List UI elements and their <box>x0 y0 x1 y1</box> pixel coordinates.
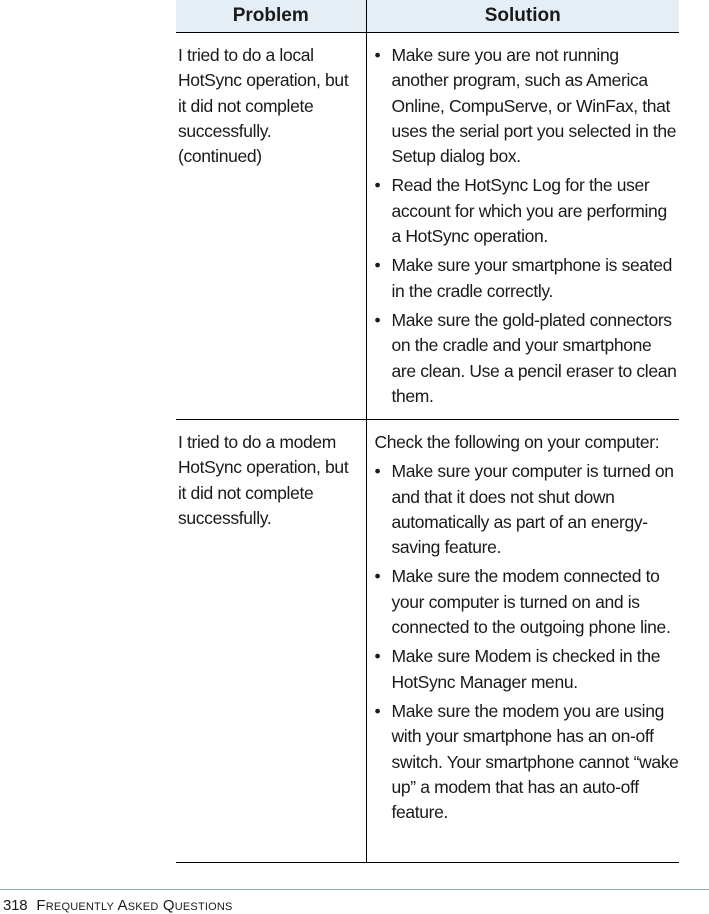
solution-cell <box>366 420 679 863</box>
bullet-text: Make sure the gold-plated connectors on the cradle and your smartphone are clean. Use a pencil eraser to clean them. <box>391 309 677 406</box>
list-item <box>375 253 680 304</box>
problem-column-header: Problem <box>176 0 366 33</box>
bullet-text: Make sure your computer is turned on and that it does not shut down automatically as part of an energy-saving feature. <box>391 461 674 558</box>
table-row <box>176 33 679 420</box>
bullet-icon: • <box>374 646 381 667</box>
bullet-text: Make sure the modem you are using with your smartphone has an on-off switch. Your smartphone cannot “wake up” a modem that has an auto-off feature. <box>391 700 679 823</box>
bullet-icon: • <box>374 45 381 65</box>
bullet-text: Make sure you are not running another program, such as America Online, CompuServe, or WinFax, that uses the serial port you selected in the Setup dialog box. <box>391 45 677 167</box>
list-item <box>375 459 680 560</box>
list-item <box>375 644 680 695</box>
faq-table <box>176 0 679 863</box>
bullet-text: Make sure the modem connected to your computer is turned on and is connected to the outgoing phone line. <box>391 566 671 638</box>
bullet-text: Make sure your smartphone is seated in the cradle correctly. <box>391 255 673 301</box>
bullet-icon: • <box>374 566 381 587</box>
bullet-text: Read the HotSync Log for the user account for which you are performing a HotSync operation. <box>391 175 667 247</box>
problem-cell <box>176 33 366 420</box>
solution-intro: Check the following on your computer: <box>374 432 660 452</box>
bullet-icon: • <box>374 309 381 330</box>
problem-text: I tried to do a local HotSync operation, but it did not complete successfully. (continued) <box>178 45 349 167</box>
bullet-icon: • <box>374 175 381 196</box>
list-item <box>375 308 680 409</box>
footer-divider <box>0 889 709 890</box>
page-footer <box>3 897 233 914</box>
table-row <box>176 420 679 863</box>
table-header-row <box>176 0 679 33</box>
list-item <box>375 699 680 825</box>
solution-column-header: Solution <box>366 0 679 33</box>
section-title: Frequently Asked Questions <box>36 897 233 914</box>
list-item <box>375 173 680 249</box>
solution-cell <box>366 33 679 420</box>
problem-cell <box>176 420 366 863</box>
bullet-text: Make sure Modem is checked in the HotSync Manager menu. <box>391 646 661 692</box>
solution-bullet-list <box>375 459 680 825</box>
bullet-icon: • <box>374 700 381 721</box>
solution-bullet-list <box>375 43 680 409</box>
problem-text: I tried to do a modem HotSync operation, but it did not complete successfully. <box>178 432 349 528</box>
bullet-icon: • <box>374 461 381 482</box>
list-item <box>375 43 680 169</box>
bullet-icon: • <box>374 255 381 276</box>
list-item <box>375 564 680 640</box>
page-number: 318 <box>3 897 28 914</box>
